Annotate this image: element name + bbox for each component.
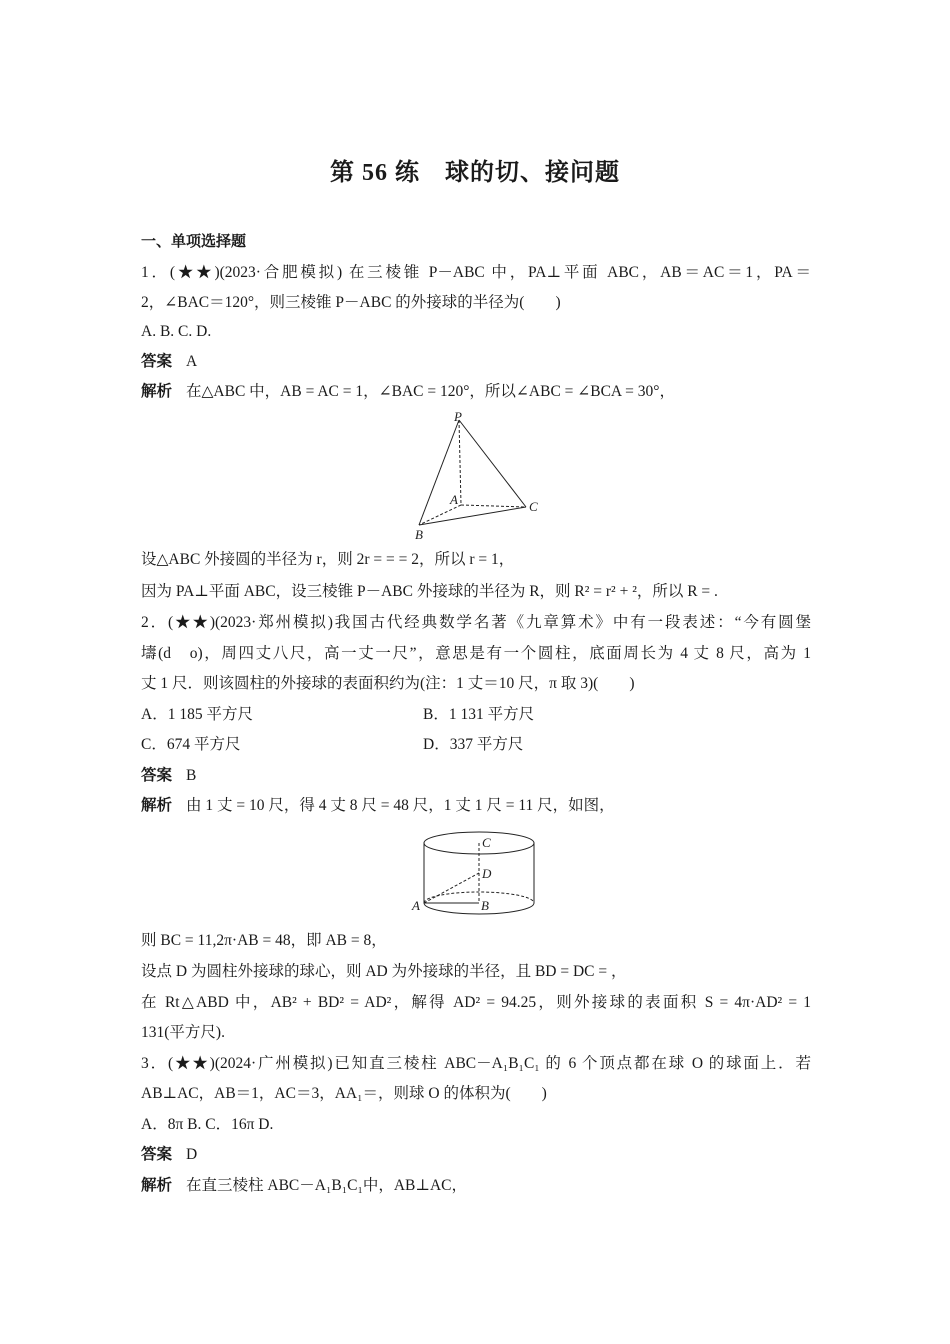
analysis-label: 解析 (141, 383, 173, 400)
option-d: D．337 平方尺 (423, 736, 524, 753)
q2-analysis-5: 131(平方尺). (141, 1024, 225, 1041)
q2-analysis-3: 设点 D 为圆柱外接球的球心，则 AD 为外接球的半径，且 BD = DC = ， (141, 963, 627, 980)
answer-label: 答案 (141, 353, 173, 370)
label-d: D (482, 866, 492, 881)
q2-line-1: 2．(★★)(2023·郑州模拟)我国古代经典数学名著《九章算术》中有一段表述：“今有圆堡 (141, 614, 811, 631)
q1-line-2: 2，∠BAC＝120°，则三棱锥 P－ABC 的外接球的半径为( ) (141, 294, 561, 311)
analysis-label: 解析 (141, 1177, 173, 1194)
option-c: C．674 平方尺 (141, 736, 241, 753)
option-a: A．1 185 平方尺 (141, 706, 253, 723)
q3-answer (141, 1144, 811, 1166)
q1-answer (141, 351, 811, 373)
analysis-label: 解析 (141, 797, 173, 814)
edge-ac-dashed (461, 505, 526, 507)
label-c: C (482, 835, 491, 850)
analysis-text: 由 1 丈 = 10 尺，得 4 丈 8 尺 = 48 尺，1 丈 1 尺 = 11 尺，如图， (186, 797, 615, 814)
q3-analysis-1 (141, 1175, 811, 1197)
q1-analysis-2: 设△ABC 外接圆的半径为 r，则 2r = = = 2，所以 r = 1， (141, 551, 515, 568)
analysis-text: 在△ABC 中，AB = AC = 1，∠BAC = 120°，所以∠ABC = ∠BCA = 30°， (186, 383, 675, 400)
label-p: P (454, 409, 462, 424)
label-b: B (415, 527, 423, 542)
q2-answer (141, 765, 811, 787)
q3-line-1: 3．(★★)(2024·广州模拟)已知直三棱柱 ABC－A₁B₁C₁ 的 6 个顶点都在球 O 的球面上．若 (141, 1055, 811, 1072)
label-a: A (450, 492, 458, 507)
q2-options-row-1 (141, 704, 811, 726)
edge-pc (459, 420, 526, 507)
q2-line-2: 壔(d o)，周四丈八尺，高一丈一尺”，意思是有一个圆柱，底面周长为 4 丈 8 尺，高为 1 (141, 645, 811, 662)
answer-value: A (186, 353, 198, 370)
edge-pb (419, 420, 459, 525)
answer-label: 答案 (141, 1146, 173, 1163)
answer-label: 答案 (141, 767, 173, 784)
q2-line-3: 丈 1 尺．则该圆柱的外接球的表面积约为(注：1 丈＝10 尺，π 取 3)( ) (141, 675, 635, 692)
answer-value: B (186, 767, 197, 784)
q2-options-row-2 (141, 734, 811, 756)
edge-pa-dashed (459, 420, 461, 505)
answer-value: D (186, 1146, 198, 1163)
q1-analysis-3: 因为 PA⊥平面 ABC，设三棱锥 P－ABC 外接球的半径为 R，则 R² = r² + ²，所以 R = . (141, 583, 718, 600)
q2-analysis-1 (141, 795, 811, 817)
label-c: C (529, 499, 538, 514)
q3-line-2: AB⊥AC，AB＝1，AC＝3，AA₁＝，则球 O 的体积为( ) (141, 1085, 547, 1102)
cylinder-bottom-front (424, 903, 534, 914)
tetrahedron-figure (405, 408, 555, 543)
section-heading: 一、单项选择题 (141, 234, 247, 250)
option-b: B．1 131 平方尺 (423, 706, 535, 723)
q1-line-1: 1．(★★)(2023·合肥模拟) 在三棱锥 P－ABC 中，PA⊥平面 ABC，AB＝AC＝1，PA＝ (141, 264, 811, 281)
label-b: B (481, 898, 489, 913)
page-title: 第 56 练 球的切、接问题 (330, 160, 620, 186)
segment-ad (424, 873, 479, 903)
q1-options: A. B. C. D. (141, 323, 212, 340)
q2-analysis-4: 在 Rt△ABD 中，AB² + BD² = AD²，解得 AD² = 94.25，则外接球的表面积 S = 4π·AD² = 1 (141, 994, 811, 1011)
q1-analysis-1 (141, 381, 811, 403)
analysis-text: 在直三棱柱 ABC－A₁B₁C₁中，AB⊥AC， (186, 1177, 467, 1194)
q3-options: A．8π B. C．16π D. (141, 1116, 274, 1133)
edge-bc (419, 507, 526, 525)
cylinder-figure (408, 828, 548, 918)
label-a: A (412, 898, 420, 913)
q2-analysis-2: 则 BC = 11,2π·AB = 48，即 AB = 8， (141, 932, 387, 949)
